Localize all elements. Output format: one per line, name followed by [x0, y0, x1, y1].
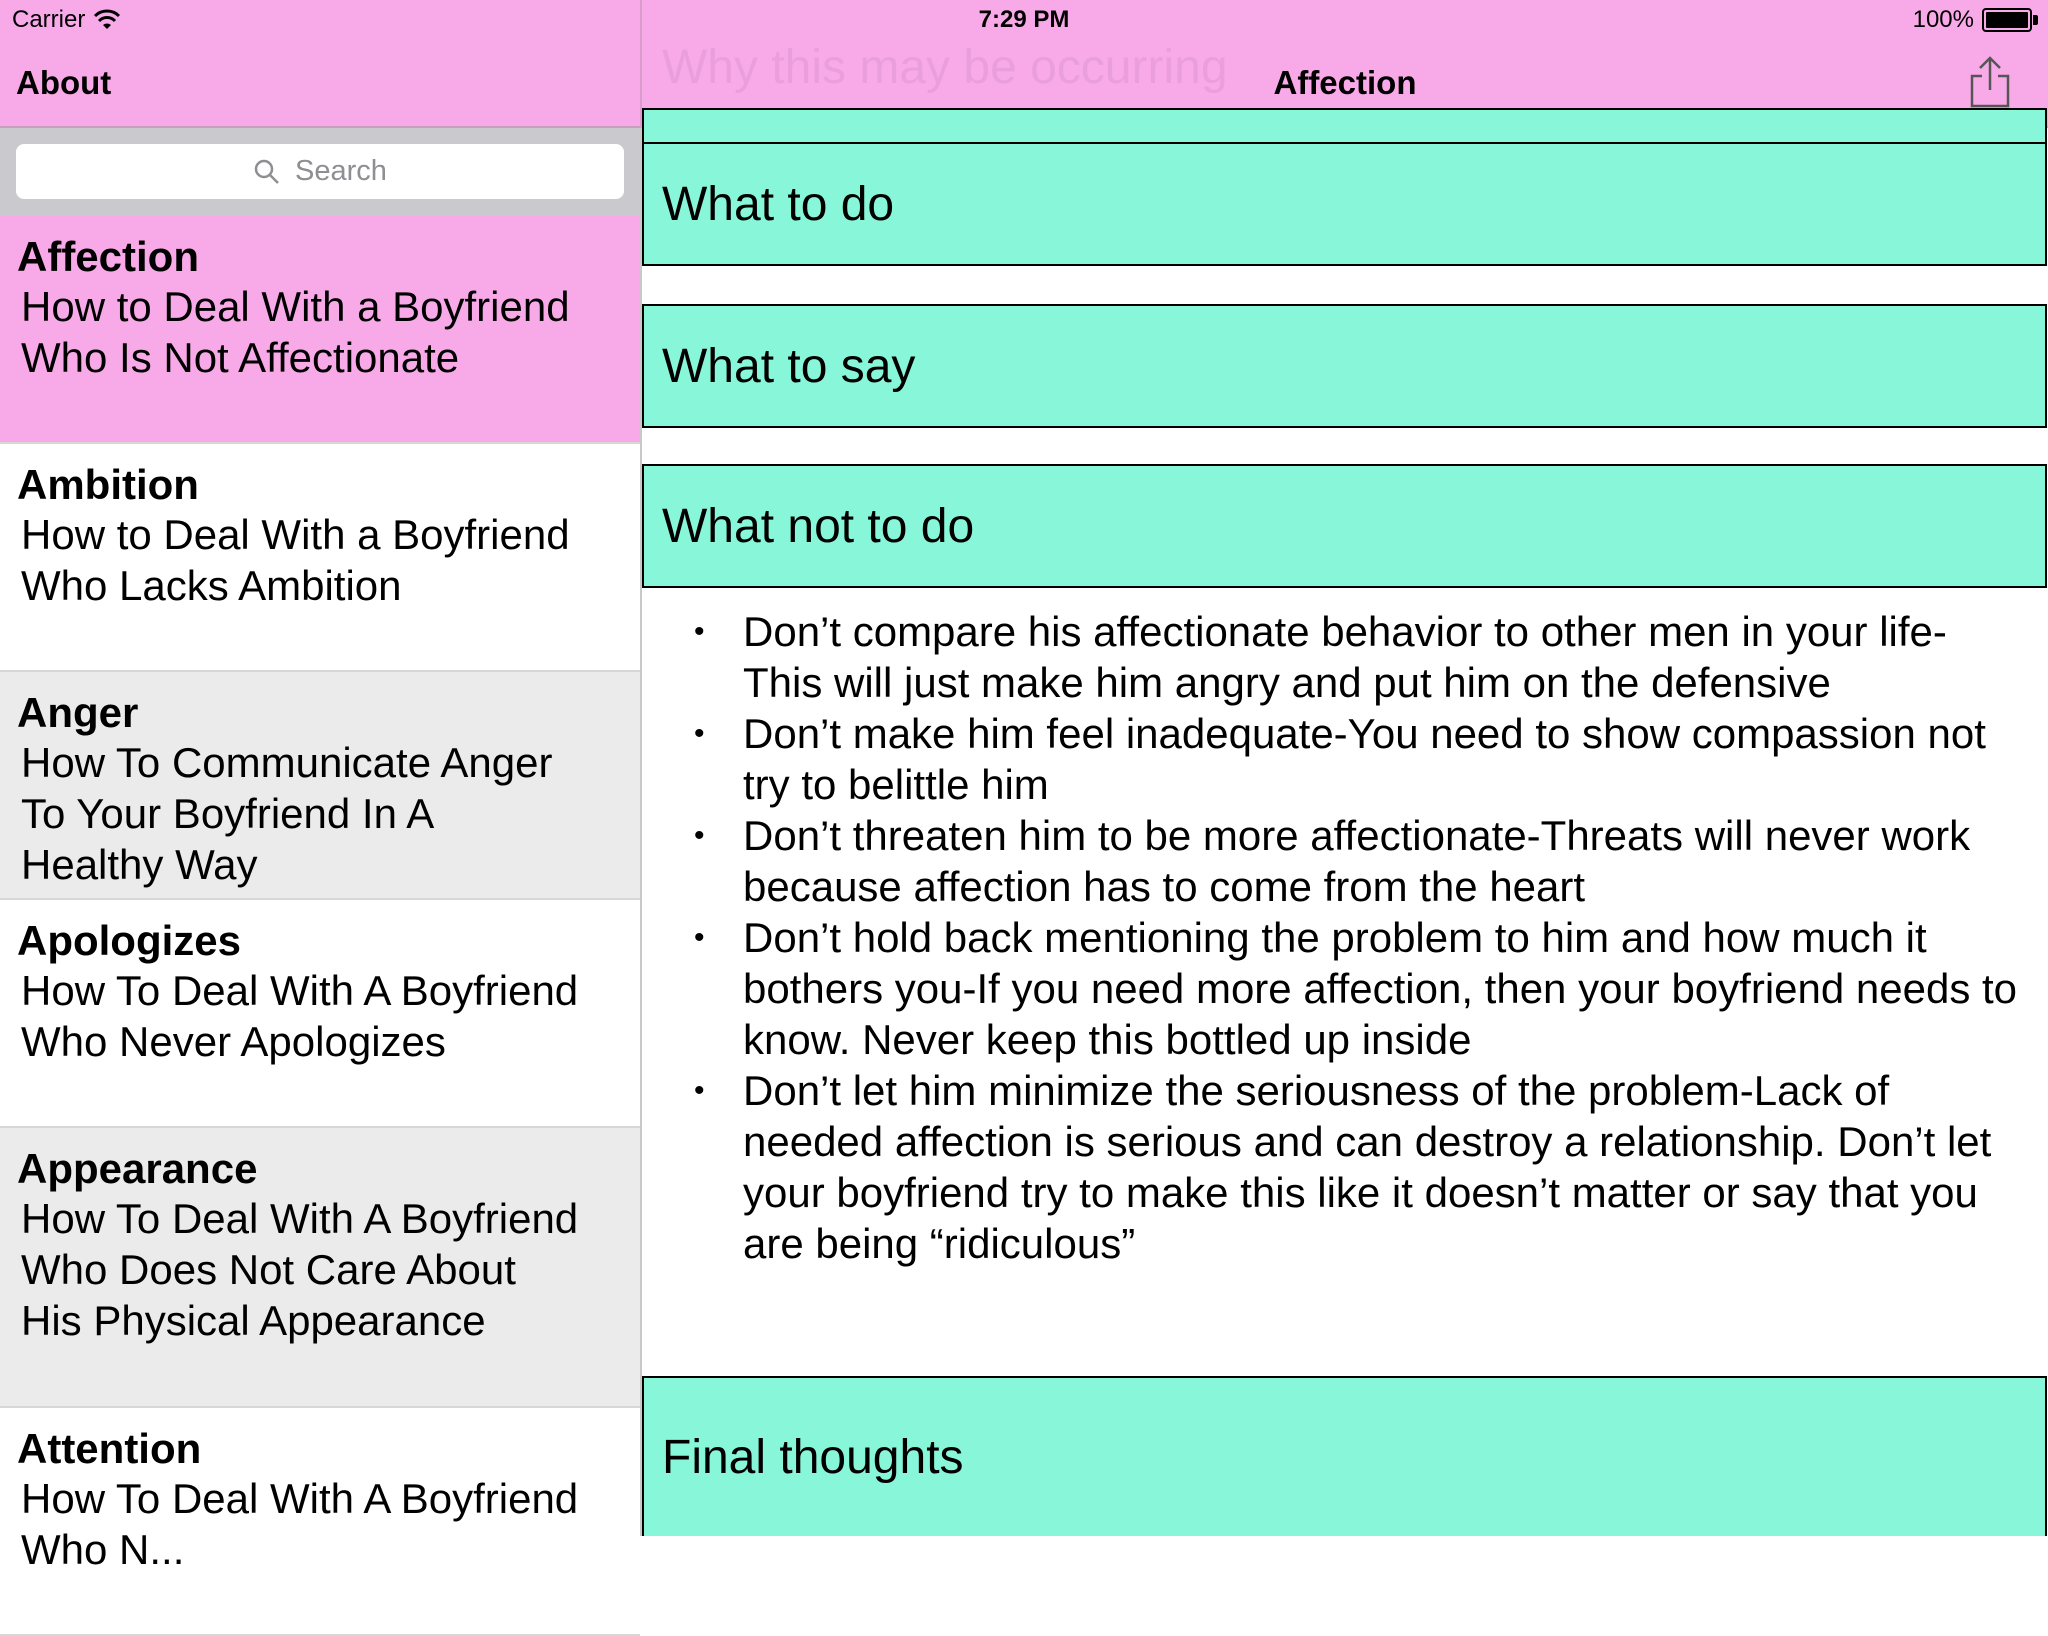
- about-button[interactable]: About: [16, 64, 112, 101]
- topic-item-appearance[interactable]: [0, 1128, 640, 1408]
- list-item: [642, 912, 2042, 1065]
- list-item-text: Don’t compare his affectionate behavior to other men in your life-This will just make him angry and put him on the defensive: [743, 608, 1947, 706]
- list-item: [642, 1065, 2042, 1269]
- list-item-text: Don’t threaten him to be more affectionate-Threats will never work because affection has to come from the heart: [743, 812, 1971, 910]
- topic-title: Affection: [17, 233, 199, 280]
- topic-item-attention[interactable]: [0, 1408, 640, 1636]
- search-bar: [0, 128, 640, 216]
- bullet-icon: •: [694, 1074, 705, 1107]
- battery-percent: 100%: [1912, 6, 1974, 33]
- status-battery: [1913, 6, 2038, 34]
- topic-item-ambition[interactable]: [0, 444, 640, 672]
- topic-subtitle: How To Deal With A Boyfriend Who N...: [21, 1475, 579, 1573]
- section-final-thoughts[interactable]: [642, 1376, 2047, 1536]
- share-icon[interactable]: [1964, 54, 2016, 110]
- topic-item-apologizes[interactable]: [0, 900, 640, 1128]
- topic-subtitle: How To Communicate Anger To Your Boyfriend In A Healthy Way: [21, 739, 553, 888]
- topic-subtitle: How to Deal With a Boyfriend Who Lacks Ambition: [21, 511, 570, 609]
- section-what-not-to-do[interactable]: [642, 464, 2047, 588]
- ghost-section-header: Why this may be occurring: [662, 41, 1228, 94]
- search-placeholder: Search: [295, 155, 387, 187]
- topic-subtitle: How To Deal With A Boyfriend Who Does Not Care About His Physical Appearance: [21, 1195, 579, 1344]
- bullet-icon: •: [694, 615, 705, 648]
- section-label: What to do: [662, 177, 895, 231]
- bullet-icon: •: [694, 921, 705, 954]
- section-what-to-say[interactable]: [642, 304, 2047, 428]
- search-icon: [253, 158, 281, 186]
- bullet-icon: •: [694, 819, 705, 852]
- section-label: What to say: [662, 339, 916, 393]
- topic-title: Attention: [17, 1425, 202, 1472]
- status-time: 7:29 PM: [978, 6, 1070, 33]
- topic-title: Appearance: [17, 1145, 258, 1192]
- carrier-label: Carrier: [12, 6, 86, 33]
- list-item-text: Don’t hold back mentioning the problem to him and how much it bothers you-If you need more affection, then your boyfriend needs to know. Never keep this bottled up inside: [743, 914, 2018, 1063]
- list-item-text: Don’t make him feel inadequate-You need to show compassion not try to belittle him: [743, 710, 1986, 808]
- battery-icon: [1982, 8, 2038, 32]
- list-item: [642, 810, 2042, 912]
- topic-title: Apologizes: [17, 917, 242, 964]
- section-label: What not to do: [662, 499, 975, 553]
- list-item-text: Don’t let him minimize the seriousness of the problem-Lack of needed affection is serious and can destroy a relationship. Don’t let your boyfriend try to make this like it doesn’t matter or say that you are being “ridiculous”: [743, 1067, 1992, 1267]
- topic-title: Ambition: [17, 461, 199, 508]
- list-item: [642, 606, 2042, 708]
- section-header-partial[interactable]: [642, 108, 2047, 144]
- topic-subtitle: How To Deal With A Boyfriend Who Never Apologizes: [21, 967, 579, 1065]
- bullet-icon: •: [694, 717, 705, 750]
- search-input[interactable]: [16, 144, 624, 199]
- topic-title: Anger: [17, 689, 139, 736]
- detail-pane: [642, 128, 2048, 1536]
- section-label: Final thoughts: [662, 1430, 964, 1484]
- list-item: [642, 708, 2042, 810]
- section-what-to-do[interactable]: [642, 142, 2047, 266]
- topic-item-anger[interactable]: [0, 672, 640, 900]
- topic-item-affection[interactable]: [0, 216, 640, 444]
- what-not-to-do-list: [642, 606, 2042, 1269]
- page-title: Affection: [1273, 64, 1417, 101]
- topic-sidebar: [0, 128, 642, 1573]
- topic-subtitle: How to Deal With a Boyfriend Who Is Not Affectionate: [21, 283, 570, 381]
